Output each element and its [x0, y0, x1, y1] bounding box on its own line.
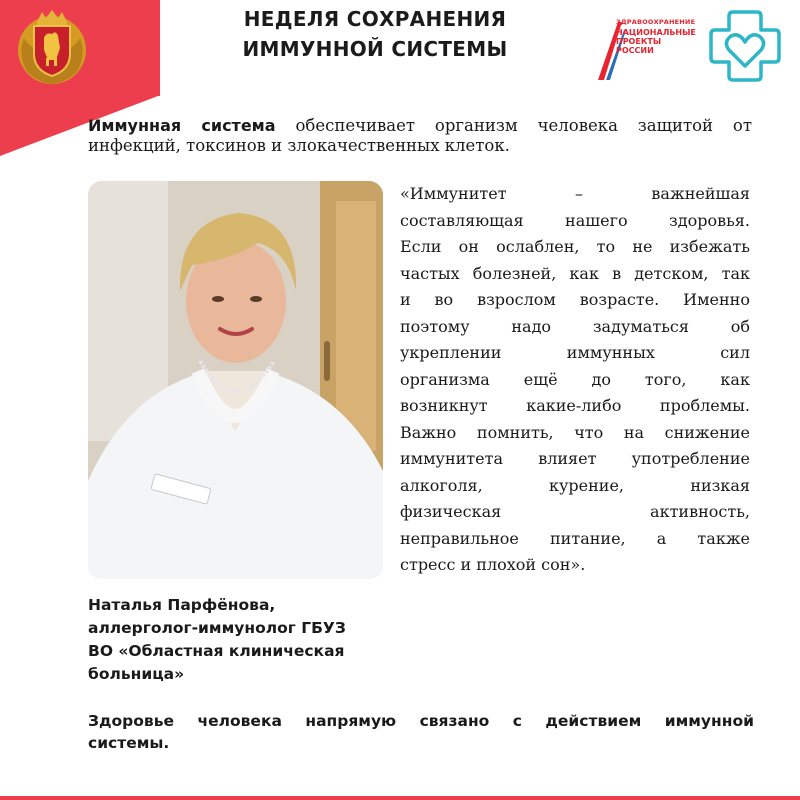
quote-word: болезней, [472, 263, 557, 283]
quote-word: так [721, 263, 750, 283]
page-title [200, 4, 550, 64]
quote-line [400, 367, 750, 394]
quote-word: как [720, 369, 750, 389]
quote-word: а [656, 528, 667, 548]
quote-line [400, 234, 750, 261]
quote-word: какие-либо [526, 396, 622, 415]
intro-lead: Иммунная система [88, 116, 276, 135]
quote-word: что [574, 422, 604, 442]
medical-cross-heart-icon [705, 6, 785, 86]
quote-line [400, 420, 750, 447]
caption-line: аллерголог-иммунолог ГБУЗ [88, 619, 346, 637]
quote-word: нашего [565, 210, 628, 230]
coat-of-arms-icon [12, 8, 92, 88]
quote-word: сон». [541, 555, 586, 574]
national-projects-line-1: НАЦИОНАЛЬНЫЕ [616, 28, 696, 37]
quote-word: – [574, 184, 583, 203]
quote-word: возрасте. [579, 290, 660, 309]
quote-word: помнить, [476, 422, 554, 442]
quote-line [400, 552, 750, 579]
quote-word: ослаблен, [496, 237, 580, 256]
quote-word: проблемы. [659, 396, 750, 415]
quote-word: укреплении [400, 343, 502, 362]
quote-word: и [400, 290, 411, 309]
quote-line [400, 340, 750, 367]
quote-word: активность, [650, 502, 750, 521]
quote-word: до [591, 369, 611, 389]
quote-word: здоровья. [669, 210, 750, 230]
national-projects-line-2: ПРОЕКТЫ [616, 37, 662, 46]
bottom-word: с [512, 712, 522, 730]
bottom-line-2: системы. [88, 734, 170, 752]
bottom-word: связано [419, 712, 490, 730]
quote-word: на [623, 422, 645, 442]
caption-line: больница» [88, 665, 185, 683]
bottom-line-1 [88, 710, 754, 732]
caption-line: ВО «Областная клиническая [88, 642, 345, 660]
bottom-word: действием [545, 712, 642, 730]
quote-word: алкоголя, [400, 475, 483, 495]
bottom-word: напрямую [305, 712, 397, 730]
quote-word: важнейшая [651, 184, 750, 203]
quote-word: питание, [550, 528, 626, 548]
intro-rest: обеспечивает организм человека защитой от инфекций, токсинов и злокачественных клеток. [88, 116, 752, 155]
quote-word: об [730, 316, 750, 336]
quote-word: составляющая [400, 210, 524, 230]
quote-word: возникнут [400, 396, 488, 415]
bottom-word: Здоровье [88, 712, 175, 730]
quote-word: взрослом [477, 290, 556, 309]
quote-word: и [460, 555, 477, 574]
quote-line [400, 208, 750, 235]
quote-line [400, 314, 750, 341]
bottom-word: человека [197, 712, 282, 730]
quote-line [400, 526, 750, 553]
intro-paragraph [88, 116, 752, 156]
doctor-photo [88, 181, 383, 579]
quote-word: низкая [690, 475, 750, 495]
quote-word: Если [400, 237, 442, 256]
quote-word: надо [511, 316, 552, 336]
quote-word: организма [400, 369, 490, 389]
quote-word: задуматься [592, 316, 689, 336]
quote-word: он [458, 237, 479, 256]
title-line-1: НЕДЕЛЯ СОХРАНЕНИЯ [243, 7, 507, 31]
quote-word: то [596, 237, 616, 256]
quote-word: детском, [634, 263, 709, 283]
quote-word: в [612, 263, 622, 283]
quote-word: также [697, 528, 750, 548]
quote-word: иммунитета [400, 449, 504, 468]
quote-word: стресс [400, 555, 461, 574]
quote-word: Важно [400, 422, 457, 442]
quote-word: частых [400, 263, 460, 283]
quote-line [400, 287, 750, 314]
quote-word: физическая [400, 502, 502, 521]
quote-word: снижение [664, 422, 750, 442]
quote-line [400, 181, 750, 208]
quote-word: как [569, 263, 599, 283]
quote-word: курение, [549, 475, 625, 495]
caption-line: Наталья Парфёнова, [88, 596, 276, 614]
photo-caption [88, 594, 388, 686]
quote-block [400, 181, 750, 579]
quote-word: употребление [631, 449, 750, 468]
quote-word: Именно [683, 290, 750, 309]
quote-line [400, 446, 750, 473]
national-projects-logo [596, 10, 706, 82]
quote-word: иммунных [566, 343, 655, 362]
quote-word: во [434, 290, 454, 309]
quote-line [400, 393, 750, 420]
national-projects-small-label: ЗДРАВООХРАНЕНИЕ [616, 18, 696, 26]
national-projects-line-3: РОССИИ [616, 46, 654, 55]
quote-line [400, 261, 750, 288]
quote-word: того, [644, 369, 687, 389]
title-line-2: ИММУННОЙ СИСТЕМЫ [242, 37, 508, 61]
bottom-statement [88, 710, 754, 754]
quote-line [400, 499, 750, 526]
quote-line [400, 473, 750, 500]
quote-word: сил [720, 343, 750, 362]
bottom-word: иммунной [664, 712, 754, 730]
quote-word: ещё [523, 369, 558, 389]
quote-word: неправильное [400, 528, 519, 548]
quote-word: плохой [476, 555, 542, 574]
quote-word: поэтому [400, 316, 470, 336]
quote-word: влияет [538, 449, 597, 468]
quote-word: не [632, 237, 653, 256]
quote-word: «Иммунитет [400, 184, 507, 203]
quote-word: избежать [669, 237, 750, 256]
